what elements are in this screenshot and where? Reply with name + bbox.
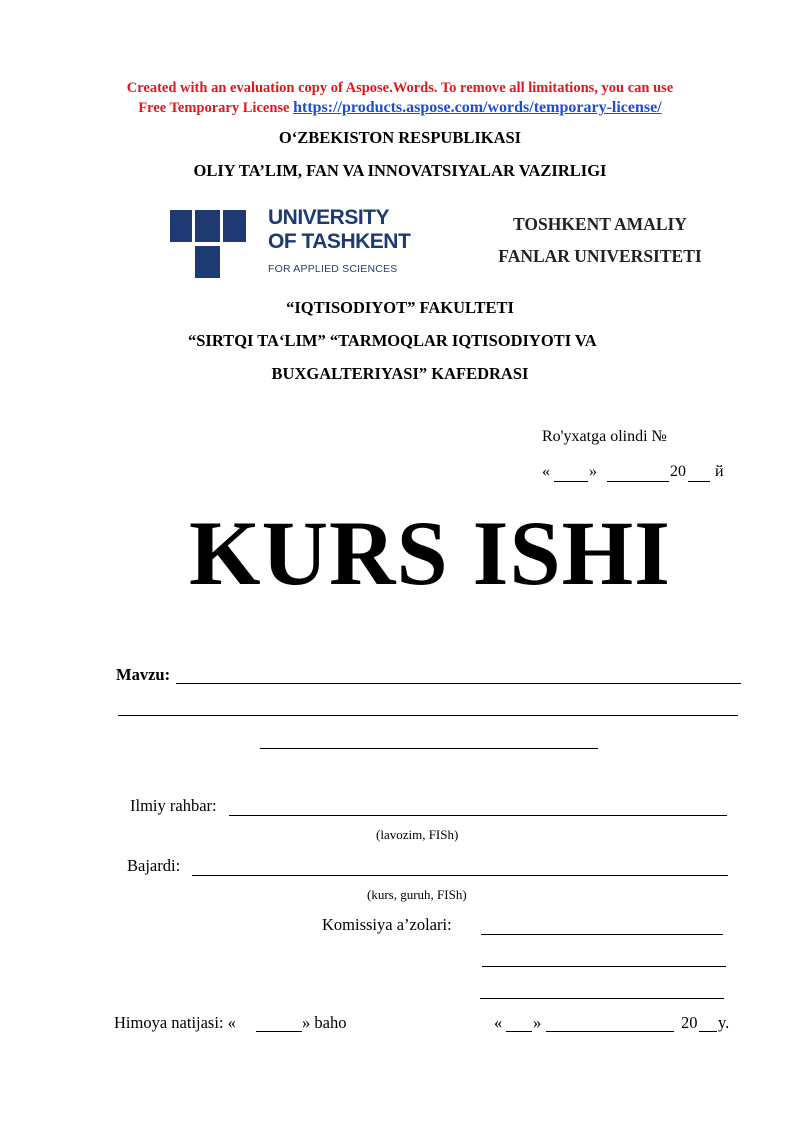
document-title: KURS ISHI <box>189 502 671 604</box>
registration-month-line[interactable] <box>607 481 669 482</box>
temporary-license-link[interactable]: https://products.aspose.com/words/temporary-license/ <box>293 99 662 116</box>
defense-year-prefix: 20 <box>681 1013 698 1032</box>
faculty-heading: “IQTISODIYOT” FAKULTETI <box>286 298 514 317</box>
defense-day-line[interactable] <box>506 1031 532 1032</box>
defense-grade-close: » baho <box>302 1013 347 1032</box>
registration-year-suffix: й <box>715 463 724 480</box>
evaluation-notice-line2 <box>0 98 800 118</box>
logo-line-applied-sciences: FOR APPLIED SCIENCES <box>268 263 398 275</box>
defense-year-line[interactable] <box>699 1031 717 1032</box>
ministry-heading: OLIY TA’LIM, FAN VA INNOVATSIYALAR VAZIRLIGI <box>193 161 607 180</box>
university-name-line1: TOSHKENT AMALIY <box>513 214 687 234</box>
supervisor-label: Ilmiy rahbar: <box>130 796 217 815</box>
commission-line-2[interactable] <box>482 966 726 967</box>
commission-line-1[interactable] <box>481 934 723 935</box>
evaluation-notice <box>0 78 800 118</box>
evaluation-notice-line1: Created with an evaluation copy of Aspose.Words. To remove all limitations, you can use <box>126 80 674 96</box>
registration-label: Ro'yxatga olindi № <box>542 428 667 445</box>
logo-line-of-tashkent: OF TASHKENT <box>268 230 411 253</box>
topic-line-3[interactable] <box>260 748 598 749</box>
topic-label: Mavzu: <box>116 665 171 684</box>
defense-grade-line[interactable] <box>256 1031 302 1032</box>
evaluation-notice-prefix: Free Temporary License <box>138 100 294 116</box>
performer-label: Bajardi: <box>127 856 181 875</box>
university-logo-icon <box>170 210 246 278</box>
registration-year-line[interactable] <box>688 481 710 482</box>
registration-date <box>542 463 550 481</box>
logo-line-university: UNIVERSITY <box>268 206 390 229</box>
topic-line-1[interactable] <box>176 683 741 684</box>
defense-month-line[interactable] <box>546 1031 674 1032</box>
department-heading-line1: “SIRTQI TA‘LIM” “TARMOQLAR IQTISODIYOTI VA <box>188 331 597 350</box>
performer-line[interactable] <box>192 875 728 876</box>
republic-heading: O‘ZBEKISTON RESPUBLIKASI <box>278 128 522 147</box>
university-logo-text <box>268 206 410 276</box>
registration-date-open: « <box>542 463 550 480</box>
defense-date-open: « <box>494 1013 503 1032</box>
commission-line-3[interactable] <box>480 998 724 999</box>
supervisor-line[interactable] <box>229 815 727 816</box>
defense-label: Himoya natijasi: « <box>114 1013 236 1032</box>
supervisor-hint: (lavozim, FISh) <box>376 827 459 842</box>
registration-year-prefix: 20 <box>670 463 686 480</box>
registration-date-close: » <box>589 463 597 480</box>
department-heading-line2: BUXGALTERIYASI” KAFEDRASI <box>271 364 529 383</box>
university-name-line2: FANLAR UNIVERSITETI <box>498 246 702 266</box>
defense-year-suffix: y. <box>718 1013 730 1032</box>
performer-hint: (kurs, guruh, FISh) <box>367 887 467 902</box>
commission-label: Komissiya a’zolari: <box>322 915 452 934</box>
topic-line-2[interactable] <box>118 715 738 716</box>
registration-day-line[interactable] <box>554 481 588 482</box>
defense-date-close: » <box>533 1013 542 1032</box>
